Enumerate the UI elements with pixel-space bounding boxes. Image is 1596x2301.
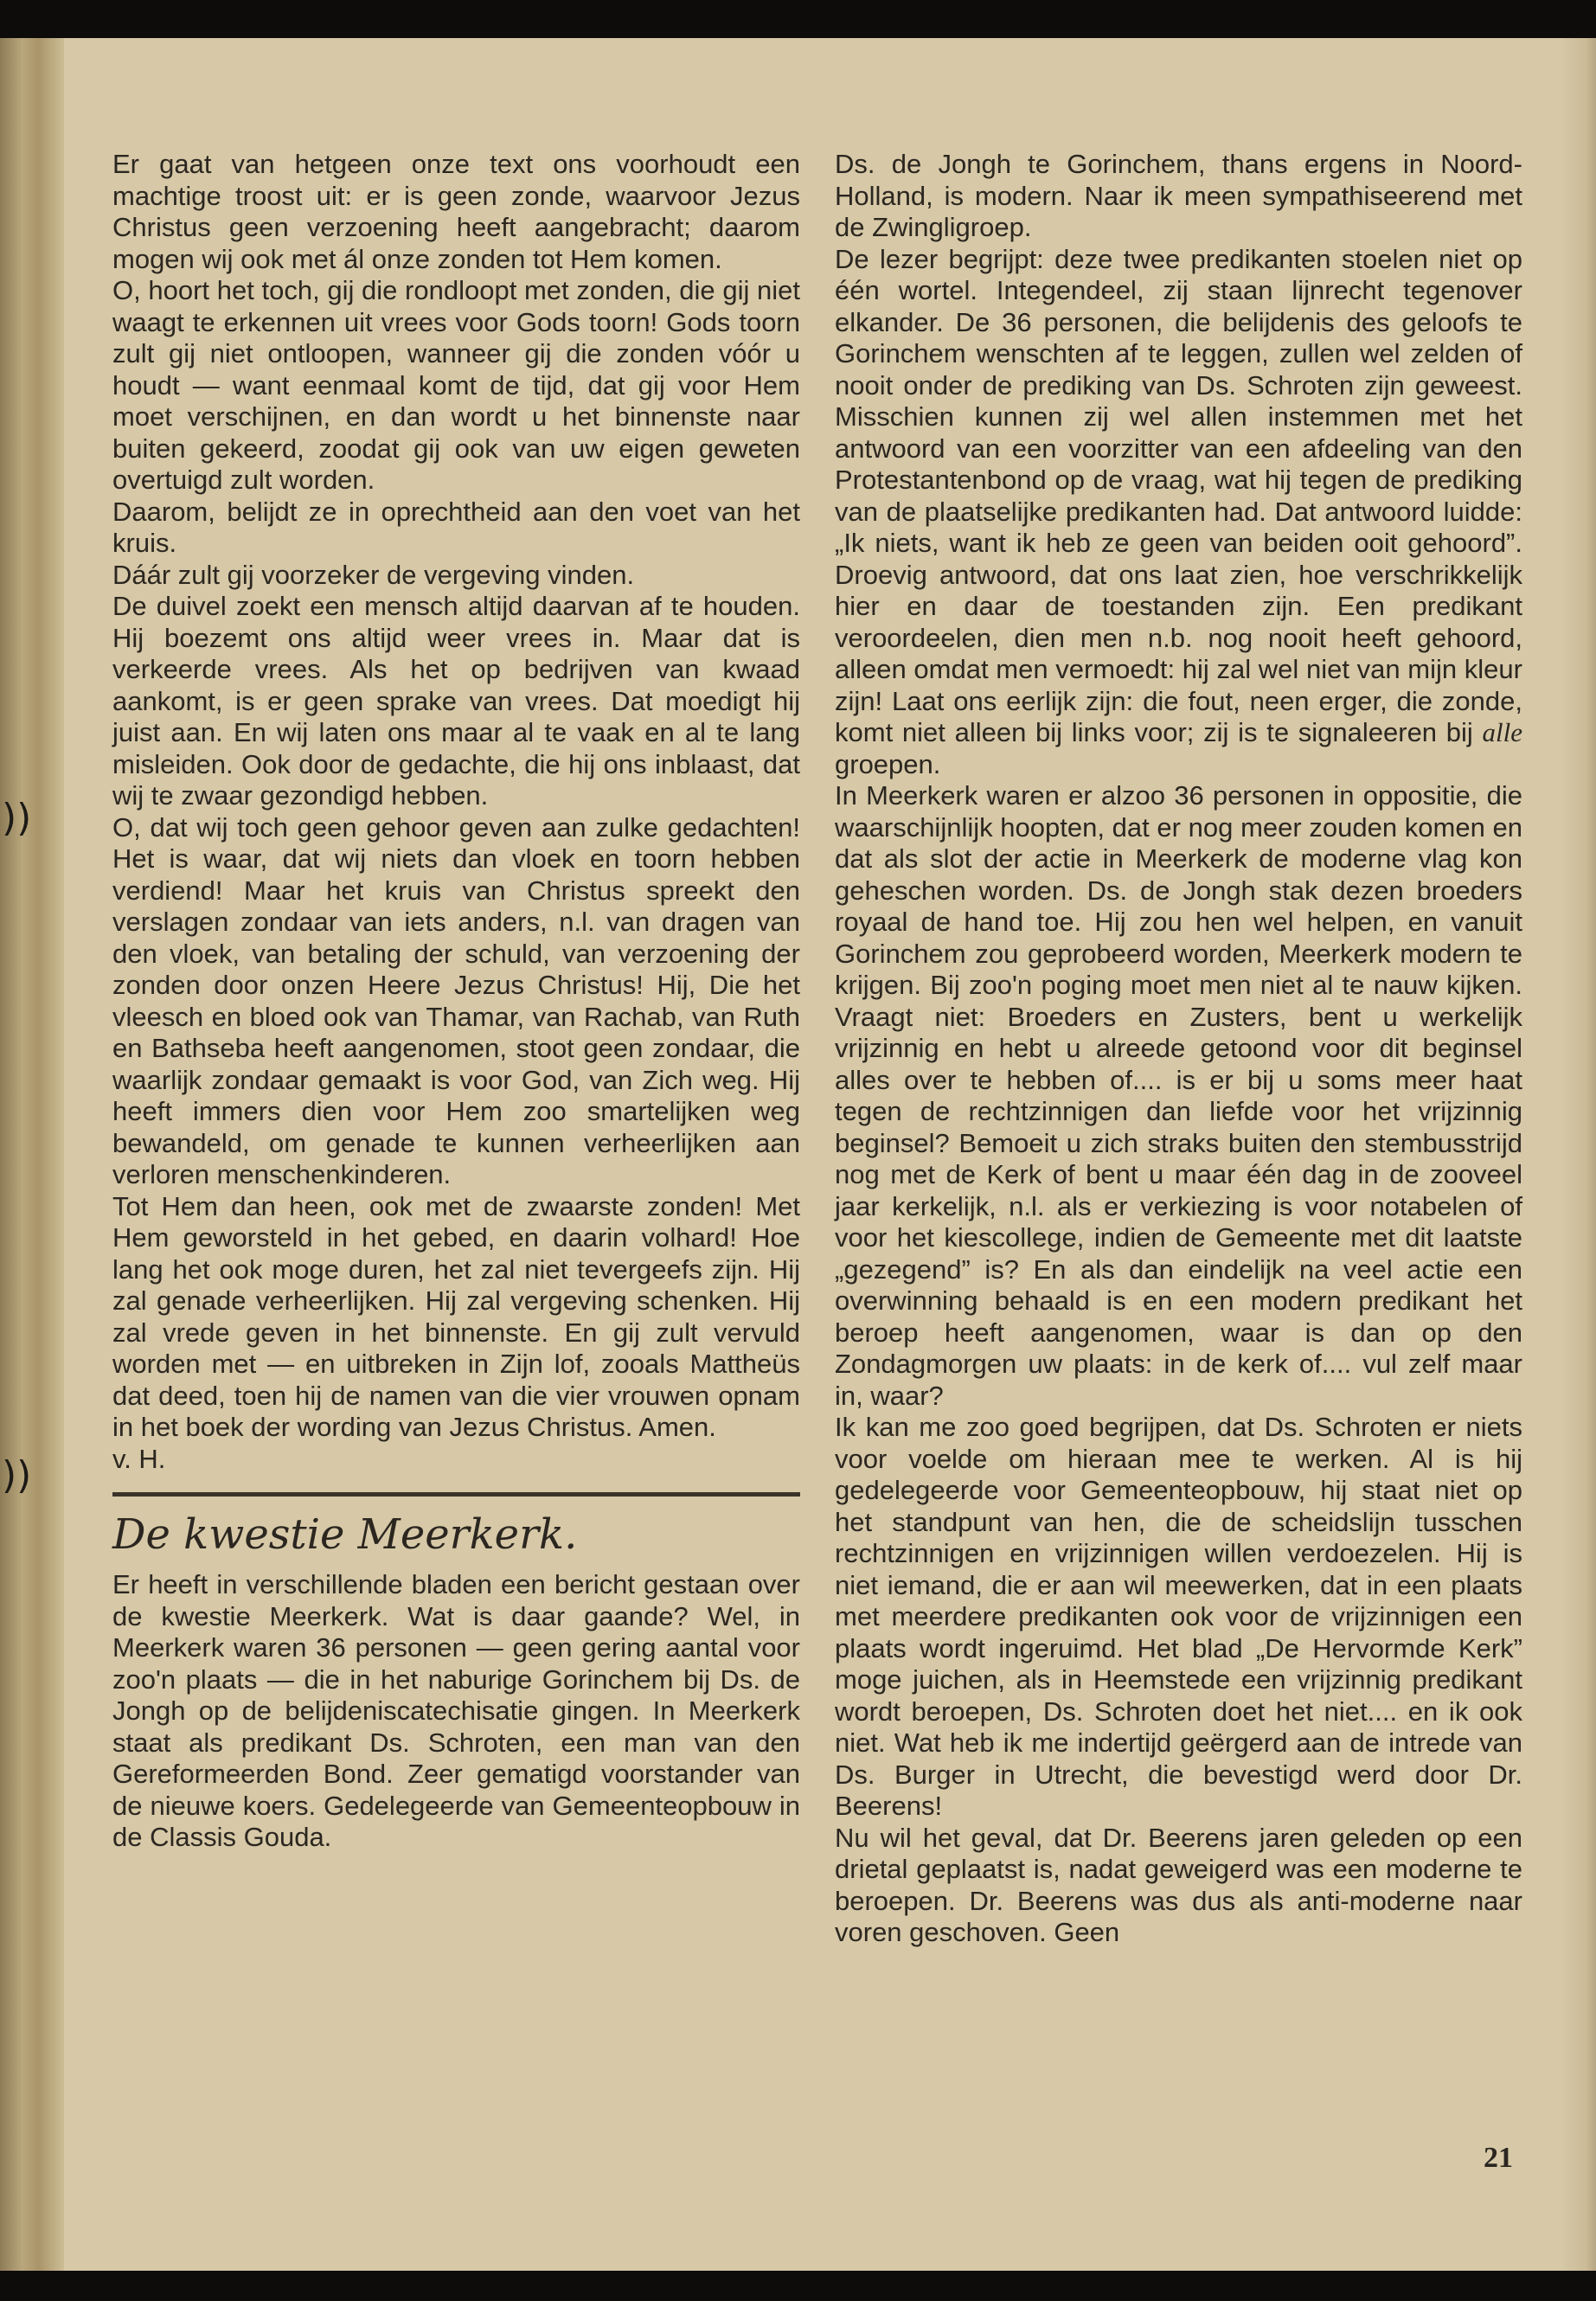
paragraph: De duivel zoekt een mensch altijd daarvan af te houden. Hij boezemt ons altijd weer vrees in. Maar dat is verkeerde vrees. Als het op bedrijven van kwaad aankomt, is er geen sprake van vrees. Dat moedigt hij juist aan. En wij laten ons maar al te vaak en al te lang misleiden. Ook door de gedachte, die hij ons inblaast, dat wij te zwaar gezondigd hebben. (112, 591, 800, 811)
paragraph: Ik kan me zoo goed begrijpen, dat Ds. Schroten er niets voor voelde om hieraan mee te werken. Al is hij gedelegeerde voor Gemeenteopbouw, hij staat niet op het standpunt van hen, die de scheidslijn tusschen rechtzinnigen en vrijzinnigen willen verdoezelen. Hij is niet iemand, die er aan wil meewerken, dat in een plaats met meerdere predikanten ook voor de vrijzinnigen een plaats wordt ingeruimd. Het blad „De Hervormde Kerk” moge juichen, als in Heemstede een vrijzinnig predikant wordt beroepen, Ds. Schroten doet het niet.... en ik ook niet. Wat heb ik me indertijd geërgerd aan de intrede van Ds. Burger in Utrecht, die bevestigd werd door Dr. Beerens! (835, 1412, 1522, 1821)
left-column (112, 149, 800, 1854)
paragraph: In Meerkerk waren er alzoo 36 personen in oppositie, die waarschijnlijk hoopten, dat er nog meer zouden komen en dat als slot der actie in Meerkerk de moderne vlag kon geheschen worden. Ds. de Jongh stak dezen broeders royaal de hand toe. Hij zou hen wel helpen, en vanuit Gorinchem zou geprobeerd worden, Meerkerk modern te krijgen. Bij zoo'n poging moet men niet al te nauw kijken. Vraagt niet: Broeders en Zusters, bent u werkelijk vrijzinnig en hebt u alreede getoond voor dit beginsel alles over te hebben of.... is er bij u soms meer haat tegen de rechtzinnigen dan liefde voor het vrijzinnig beginsel? Bemoeit u zich straks buiten den stembusstrijd nog met de Kerk of bent u maar één dag in de zooveel jaar kerkelijk, n.l. als er verkiezing is voor notabelen of voor het kiescollege, indien de Gemeente met dit laatste „gezegend” is? En als dan eindelijk na veel actie een overwinning behaald is en een modern predikant het beroep heeft aangenomen, waar is dan op den Zondagmorgen uw plaats: in de kerk of.... vul zelf maar in, waar? (835, 780, 1522, 1411)
paragraph-tail: groepen. (835, 748, 941, 779)
paragraph: Ds. de Jongh te Gorinchem, thans ergens in Noord-Holland, is modern. Naar ik meen sympathiseerend met de Zwingligroep. (835, 149, 1522, 242)
paragraph: O, dat wij toch geen gehoor geven aan zulke gedachten! Het is waar, dat wij niets dan vloek en toorn hebben verdiend! Maar het kruis van Christus spreekt den verslagen zondaar van iets anders, n.l. van dragen van den vloek, van betaling der schuld, van verzoening der zonden door onzen Heere Jezus Christus! Hij, Die het vleesch en bloed ook van Thamar, van Rachab, van Ruth en Bathseba heeft aangenomen, stoot geen zondaar, die waarlijk zondaar gemaakt is voor God, van Zich weg. Hij heeft immers dien voor Hem zoo smartelijken weg bewandeld, om genade te kunnen verheerlijken aan verloren menschenkinderen. (112, 811, 800, 1189)
paragraph: Dáár zult gij voorzeker de vergeving vinden. (112, 559, 635, 590)
section-divider (112, 1492, 800, 1497)
margin-mark-upper: )) (2, 796, 32, 840)
right-column (835, 149, 1522, 1949)
paragraph: Nu wil het geval, dat Dr. Beerens jaren geleden op een drietal geplaatst is, nadat geweigerd was een moderne te beroepen. Dr. Beerens was dus als anti-moderne naar voren geschoven. Geen (835, 1822, 1522, 1947)
magazine-page (0, 38, 1596, 2271)
scan-top-border (0, 0, 1596, 38)
emphasized-word: alle (1482, 717, 1522, 747)
paragraph: Er gaat van hetgeen onze text ons voorhoudt een machtige troost uit: er is geen zonde, waarvoor Jezus Christus geen verzoening heeft aangebracht; daarom mogen wij ook met ál onze zonden tot Hem komen. (112, 149, 800, 274)
paragraph-with-emphasis (835, 244, 1522, 781)
paragraph-text: De lezer begrijpt: deze twee predikanten stoelen niet op één wortel. Integendeel, zij staan lijnrecht tegenover elkander. De 36 personen, die belijdenis des geloofs te Gorinchem wenschten af te leggen, zullen wel zelden of nooit onder de prediking van Ds. Schroten zijn geweest. Misschien kunnen zij wel allen instemmen met het antwoord van een voorzitter van een afdeeling van den Protestantenbond op de vraag, wat hij tegen de prediking van de plaatselijke predikanten had. Dat antwoord luidde: „Ik niets, want ik heb ze geen van beiden ooit gehoord”. Droevig antwoord, dat ons laat zien, hoe verschrikkelijk hier en daar de toestanden zijn. Een predikant veroordeelen, dien men n.b. nog nooit heeft gehoord, alleen omdat men vermoedt: hij zal wel niet van mijn kleur zijn! Laat ons eerlijk zijn: die fout, neen erger, die zonde, komt niet alleen bij links voor; zij is te signaleeren bij (835, 243, 1522, 747)
page-number: 21 (1484, 2142, 1513, 2174)
binding-spine (0, 38, 64, 2271)
paragraph: Er heeft in verschillende bladen een bericht gestaan over de kwestie Meerkerk. Wat is daar gaande? Wel, in Meerkerk waren 36 personen — geen gering aantal voor zoo'n plaats — die in het naburige Gorinchem bij Ds. de Jongh op de belijdeniscatechisatie gingen. In Meerkerk staat als predikant Ds. Schroten, een man van den Gereformeerden Bond. Zeer gematigd voorstander van de nieuwe koers. Gedelegeerde van Gemeenteopbouw in de Classis Gouda. (112, 1569, 800, 1852)
paragraph: Tot Hem dan heen, ook met de zwaarste zonden! Met Hem geworsteld in het gebed, en daarin volhard! Hoe lang het ook moge duren, het zal niet tevergeefs zijn. Hij zal genade verheerlijken. Hij zal vergeving schenken. Hij zal vrede geven in het binnenste. En gij zult vervuld worden met — en uitbreken in Zijn lof, zooals Mattheüs dat deed, toen hij de namen van die vier vrouwen opnam in het boek der wording van Jezus Christus. Amen. (112, 1190, 800, 1442)
paragraph: O, hoort het toch, gij die rondloopt met zonden, die gij niet waagt te erkennen uit vrees voor Gods toorn! Gods toorn zult gij niet ontloopen, wanneer gij die zonden vóór u houdt — want eenmaal komt de tijd, dat gij voor Hem moet verschijnen, en dan wordt u het binnenste naar buiten gekeerd, zoodat gij ook van uw eigen geweten overtuigd zult worden. (112, 275, 800, 495)
scan-bottom-border (0, 2271, 1596, 2301)
author-signature: v. H. (112, 1443, 166, 1474)
paragraph: Daarom, belijdt ze in oprechtheid aan den voet van het kruis. (112, 496, 800, 558)
page-edge (1561, 38, 1596, 2271)
article-heading: De kwestie Meerkerk. (112, 1510, 578, 1559)
margin-mark-lower: )) (2, 1453, 32, 1497)
